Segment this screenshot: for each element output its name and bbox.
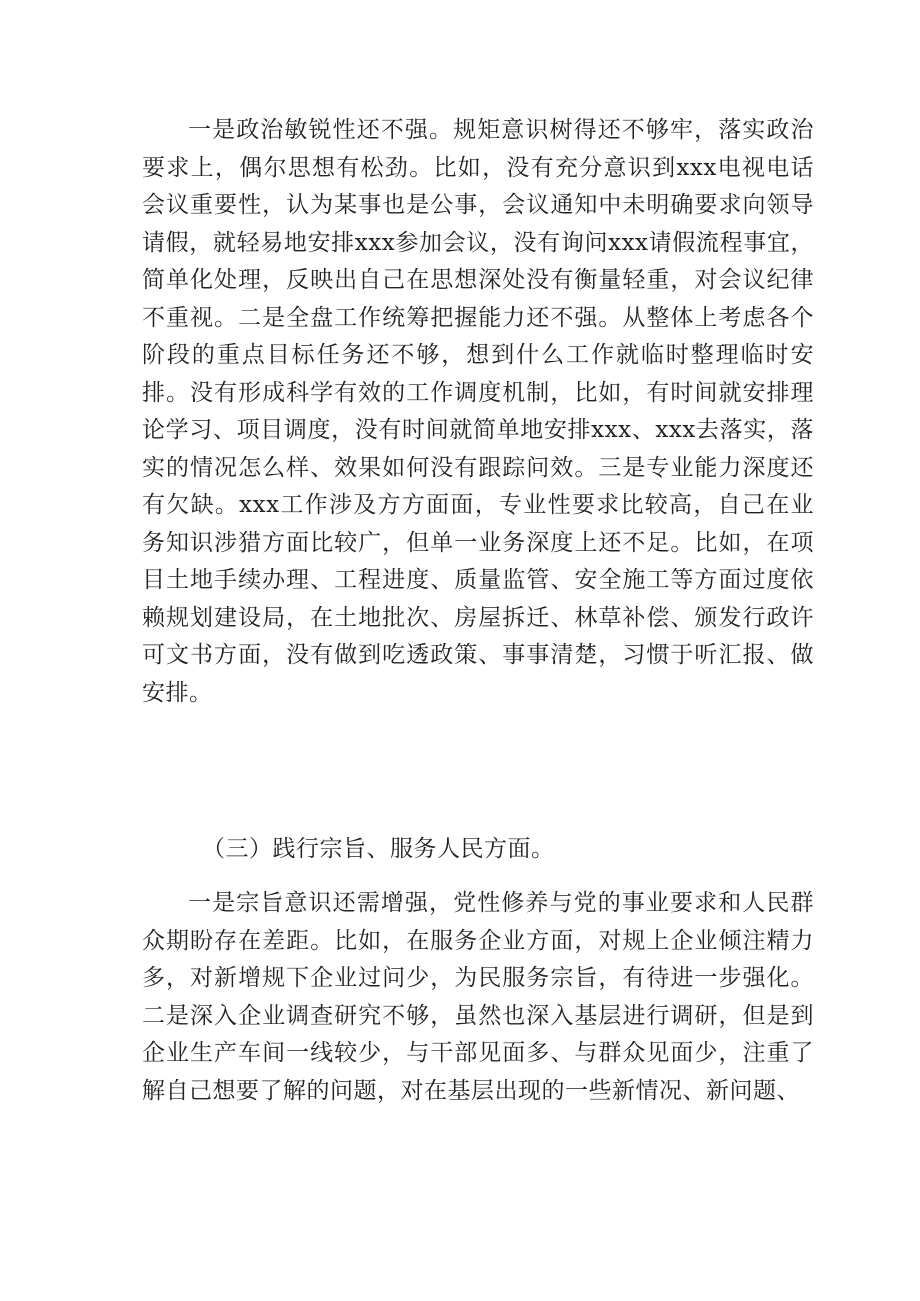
section-heading: （三）践行宗旨、服务人民方面。 — [202, 836, 555, 862]
body-paragraph: 一是政治敏锐性还不强。规矩意识树得还不够牢，落实政治要求上，偶尔思想有松劲。比如，没有充分意识到xxx电视电话会议重要性，认为某事也是公事，会议通知中未明确要求向领导请假，就轻易地安排xxx参加会议，没有询问xxx请假流程事宜，简单化处理，反映出自己在思想深处没有衡量轻重，对会议纪律不重视。二是全盘工作统筹把握能力还不强。从整体上考虑各个阶段的重点目标任务还不够，想到什么工作就临时整理临时安排。没有形成科学有效的工作调度机制，比如，有时间就安排理论学习、项目调度，没有时间就简单地安排xxx、xxx去落实，落实的情况怎么样、效果如何没有跟踪问效。三是专业能力深度还有欠缺。xxx工作涉及方方面面，专业性要求比较高，自己在业务知识涉猎方面比较广，但单一业务深度上还不足。比如，在项目土地手续办理、工程进度、质量监管、安全施工等方面过度依赖规划建设局，在土地批次、房屋拆迁、林草补偿、颁发行政许可文书方面，没有做到吃透政策、事事清楚，习惯于听汇报、做安排。 — [142, 117, 814, 706]
body-paragraph: 一是宗旨意识还需增强，党性修养与党的事业要求和人民群众期盼存在差距。比如，在服务企业方面，对规上企业倾注精力多，对新增规下企业过问少，为民服务宗旨，有待进一步强化。二是深入企业调查研究不够，虽然也深入基层进行调研，但是到企业生产车间一线较少，与干部见面多、与群众见面少，注重了解自己想要了解的问题，对在基层出现的一些新情况、新问题、 — [142, 890, 814, 1104]
